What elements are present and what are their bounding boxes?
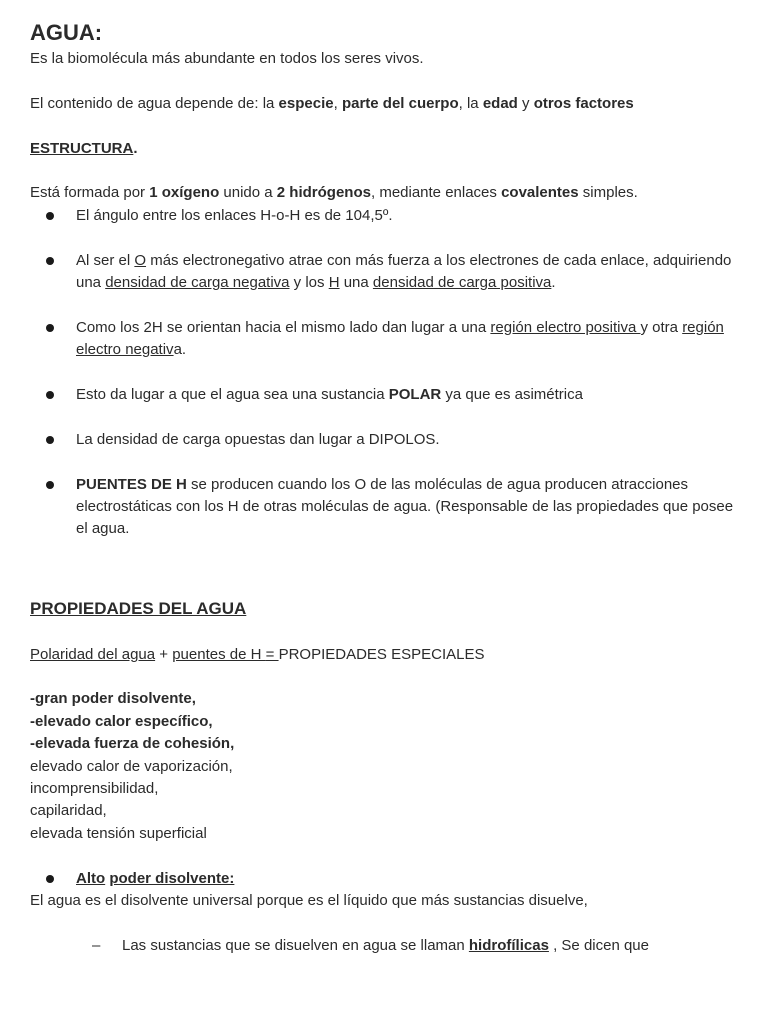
prop-item: -elevada fuerza de cohesión, [30,735,235,753]
prop-item: -gran poder disolvente, [30,690,196,708]
bullet-electronegativo: Al ser el O más electronegativo atrae con más fuerza a los electrones de cada enlace, adquiriendo una densidad de carga negativa y los H una densidad de carga positiva. [30,250,738,295]
document-title: AGUA: [30,20,103,45]
document-page [30,18,738,957]
bullet-alto-poder: Alto poder disolvente: [30,868,738,890]
bullet-region: Como los 2H se orientan hacia el mismo lado dan lugar a una región electro positiva y otra región electro negativa. [30,317,738,362]
propiedades-list [30,688,738,845]
prop-item: elevado calor de vaporización, [30,757,233,775]
intro-text: Es la biomolécula más abundante en todos los seres vivos. [30,50,424,67]
alto-poder-desc: El agua es el disolvente universal porque es el líquido que más sustancias disuelve, [30,892,588,910]
alto-poder-bullet [30,868,738,890]
estructura-heading: ESTRUCTURA. [30,139,138,157]
estructura-line: Está formada por 1 oxígeno unido a 2 hidrógenos, mediante enlaces covalentes simples. [30,184,638,202]
estructura-bullet-list [30,205,738,541]
bullet-dipolos: La densidad de carga opuestas dan lugar a DIPOLOS. [30,429,738,451]
bullet-polar: Esto da lugar a que el agua sea una sustancia POLAR ya que es asimétrica [30,384,738,406]
bullet-puentes: PUENTES DE H se producen cuando los O de las moléculas de agua producen atracciones electrostáticas con los H de otras moléculas de agua. (Responsable de las propiedades que posee el agua. [30,474,738,541]
prop-item: incomprensibilidad, [30,780,159,798]
contenido-paragraph: El contenido de agua depende de: la especie, parte del cuerpo, la edad y otros factores [30,94,634,112]
propiedades-heading: PROPIEDADES DEL AGUA [30,599,247,619]
prop-item: -elevado calor específico, [30,712,213,730]
prop-item: elevada tensión superficial [30,824,207,842]
prop-item: capilaridad, [30,802,107,820]
bullet-angulo: El ángulo entre los enlaces H-o-H es de 104,5º. [30,205,738,227]
hidrofilicas-item: – Las sustancias que se disuelven en agua se llaman hidrofílicas , Se dicen que [30,935,738,957]
dash-bullet: – [92,936,101,954]
propiedades-formula: Polaridad del agua + puentes de H = PROPIEDADES ESPECIALES [30,645,485,663]
